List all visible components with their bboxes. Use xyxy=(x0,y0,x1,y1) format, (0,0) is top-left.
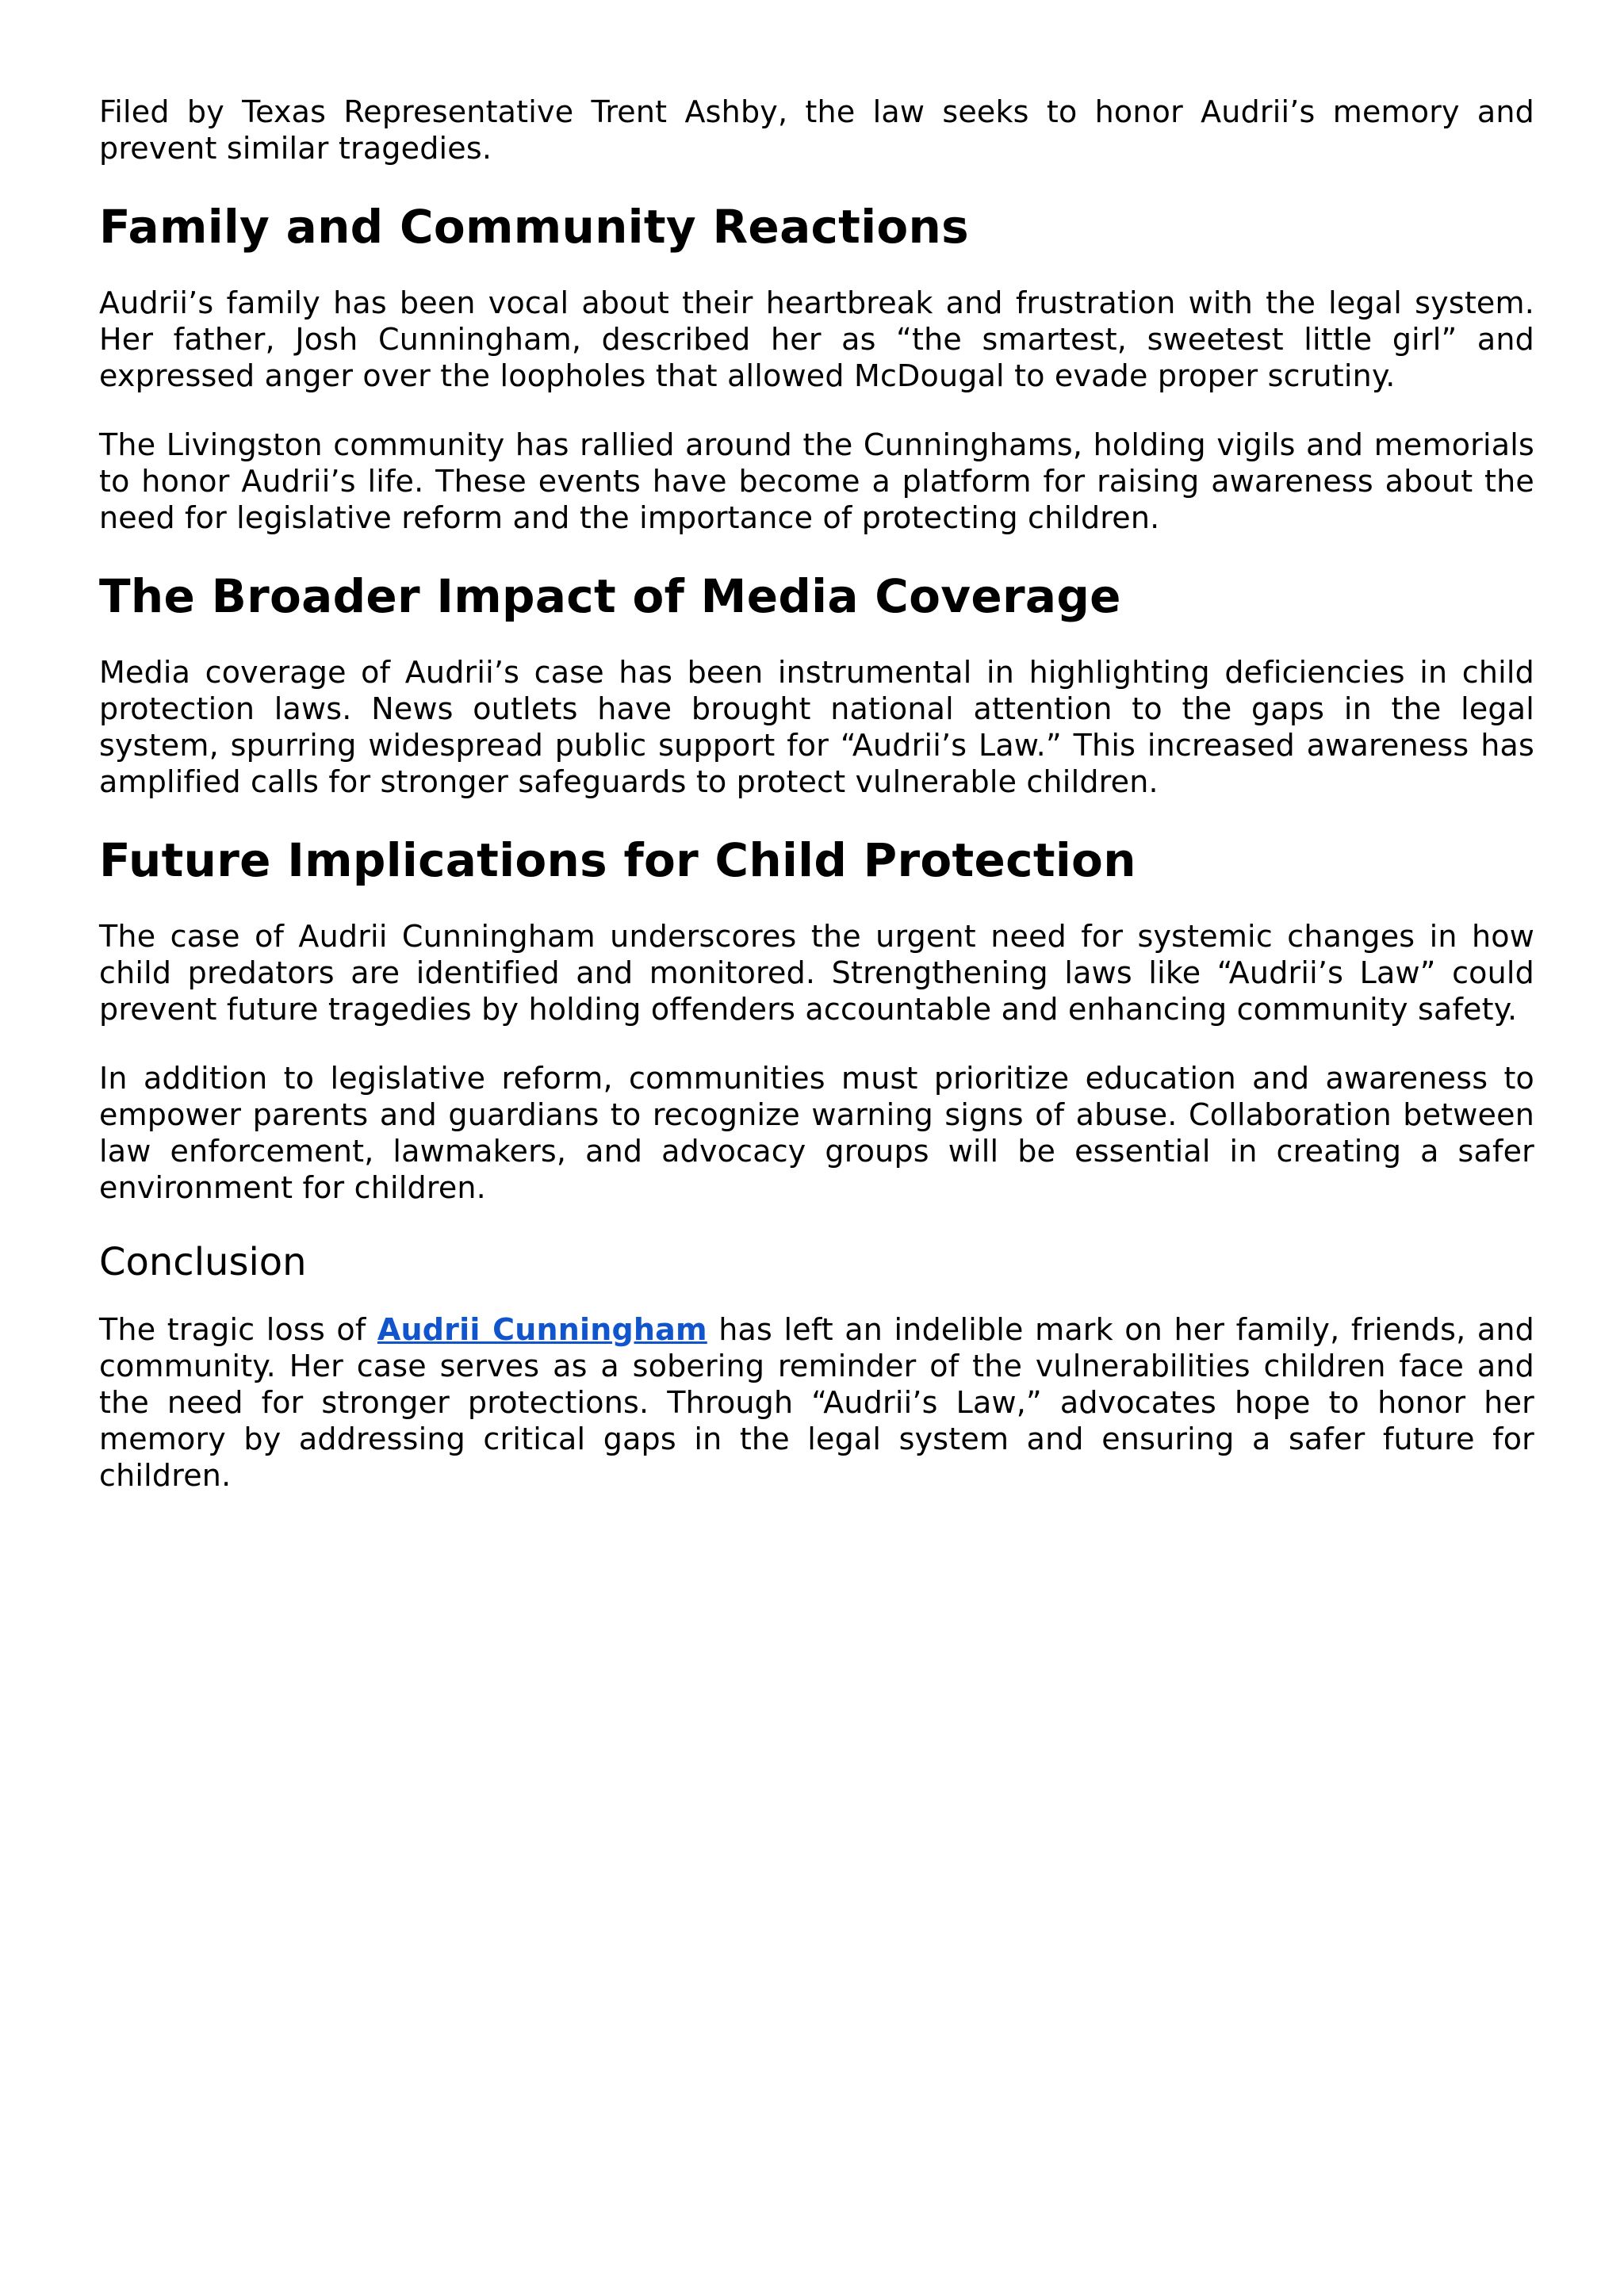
paragraph-family-vocal: Audrii’s family has been vocal about their heartbreak and frustration with the legal system. Her father, Josh Cunningham, described her as “the smartest, sweetest little girl” and expressed anger over the loopholes that allowed McDougal to evade proper scrutiny. xyxy=(99,285,1534,393)
section-heading-media-coverage: The Broader Impact of Media Coverage xyxy=(99,569,1121,623)
paragraph-livingston-community: The Livingston community has rallied around the Cunninghams, holding vigils and memorials to honor Audrii’s life. These events have become a platform for raising awareness about the need for legislative reform and the importance of protecting children. xyxy=(99,427,1534,535)
intro-paragraph: Filed by Texas Representative Trent Ashby, the law seeks to honor Audrii’s memory and prevent similar tragedies. xyxy=(99,94,1534,166)
section-heading-future-implications: Future Implications for Child Protection xyxy=(99,833,1136,887)
conclusion-paragraph xyxy=(99,1311,1534,1494)
conclusion-text-after-link: has left an indelible mark on her family, friends, and community. Her case serves as a sobering reminder of the vulnerabilities children face and the need for stronger protections. Through “Audrii’s Law,” advocates hope to honor her memory by addressing critical gaps in the legal system and ensuring a safer future for children. xyxy=(99,1312,1535,1493)
paragraph-media-coverage: Media coverage of Audrii’s case has been instrumental in highlighting deficiencies in child protection laws. News outlets have brought national attention to the gaps in the legal system, spurring widespread public support for “Audrii’s Law.” This increased awareness has amplified calls for stronger safeguards to protect vulnerable children. xyxy=(99,655,1534,799)
paragraph-education-awareness: In addition to legislative reform, communities must prioritize education and awareness to empower parents and guardians to recognize warning signs of abuse. Collaboration between law enforcement, lawmakers, and advocacy groups will be essential in creating a safer environment for children. xyxy=(99,1061,1534,1205)
document-page xyxy=(99,94,1534,1526)
conclusion-heading: Conclusion xyxy=(99,1240,307,1284)
conclusion-text-before-link: The tragic loss of xyxy=(99,1312,377,1347)
audrii-cunningham-link[interactable]: Audrii Cunningham xyxy=(377,1312,707,1347)
paragraph-systemic-changes: The case of Audrii Cunningham underscores the urgent need for systemic changes in how child predators are identified and monitored. Strengthening laws like “Audrii’s Law” could prevent future tragedies by holding offenders accountable and enhancing community safety. xyxy=(99,919,1534,1027)
section-heading-family-reactions: Family and Community Reactions xyxy=(99,200,969,254)
